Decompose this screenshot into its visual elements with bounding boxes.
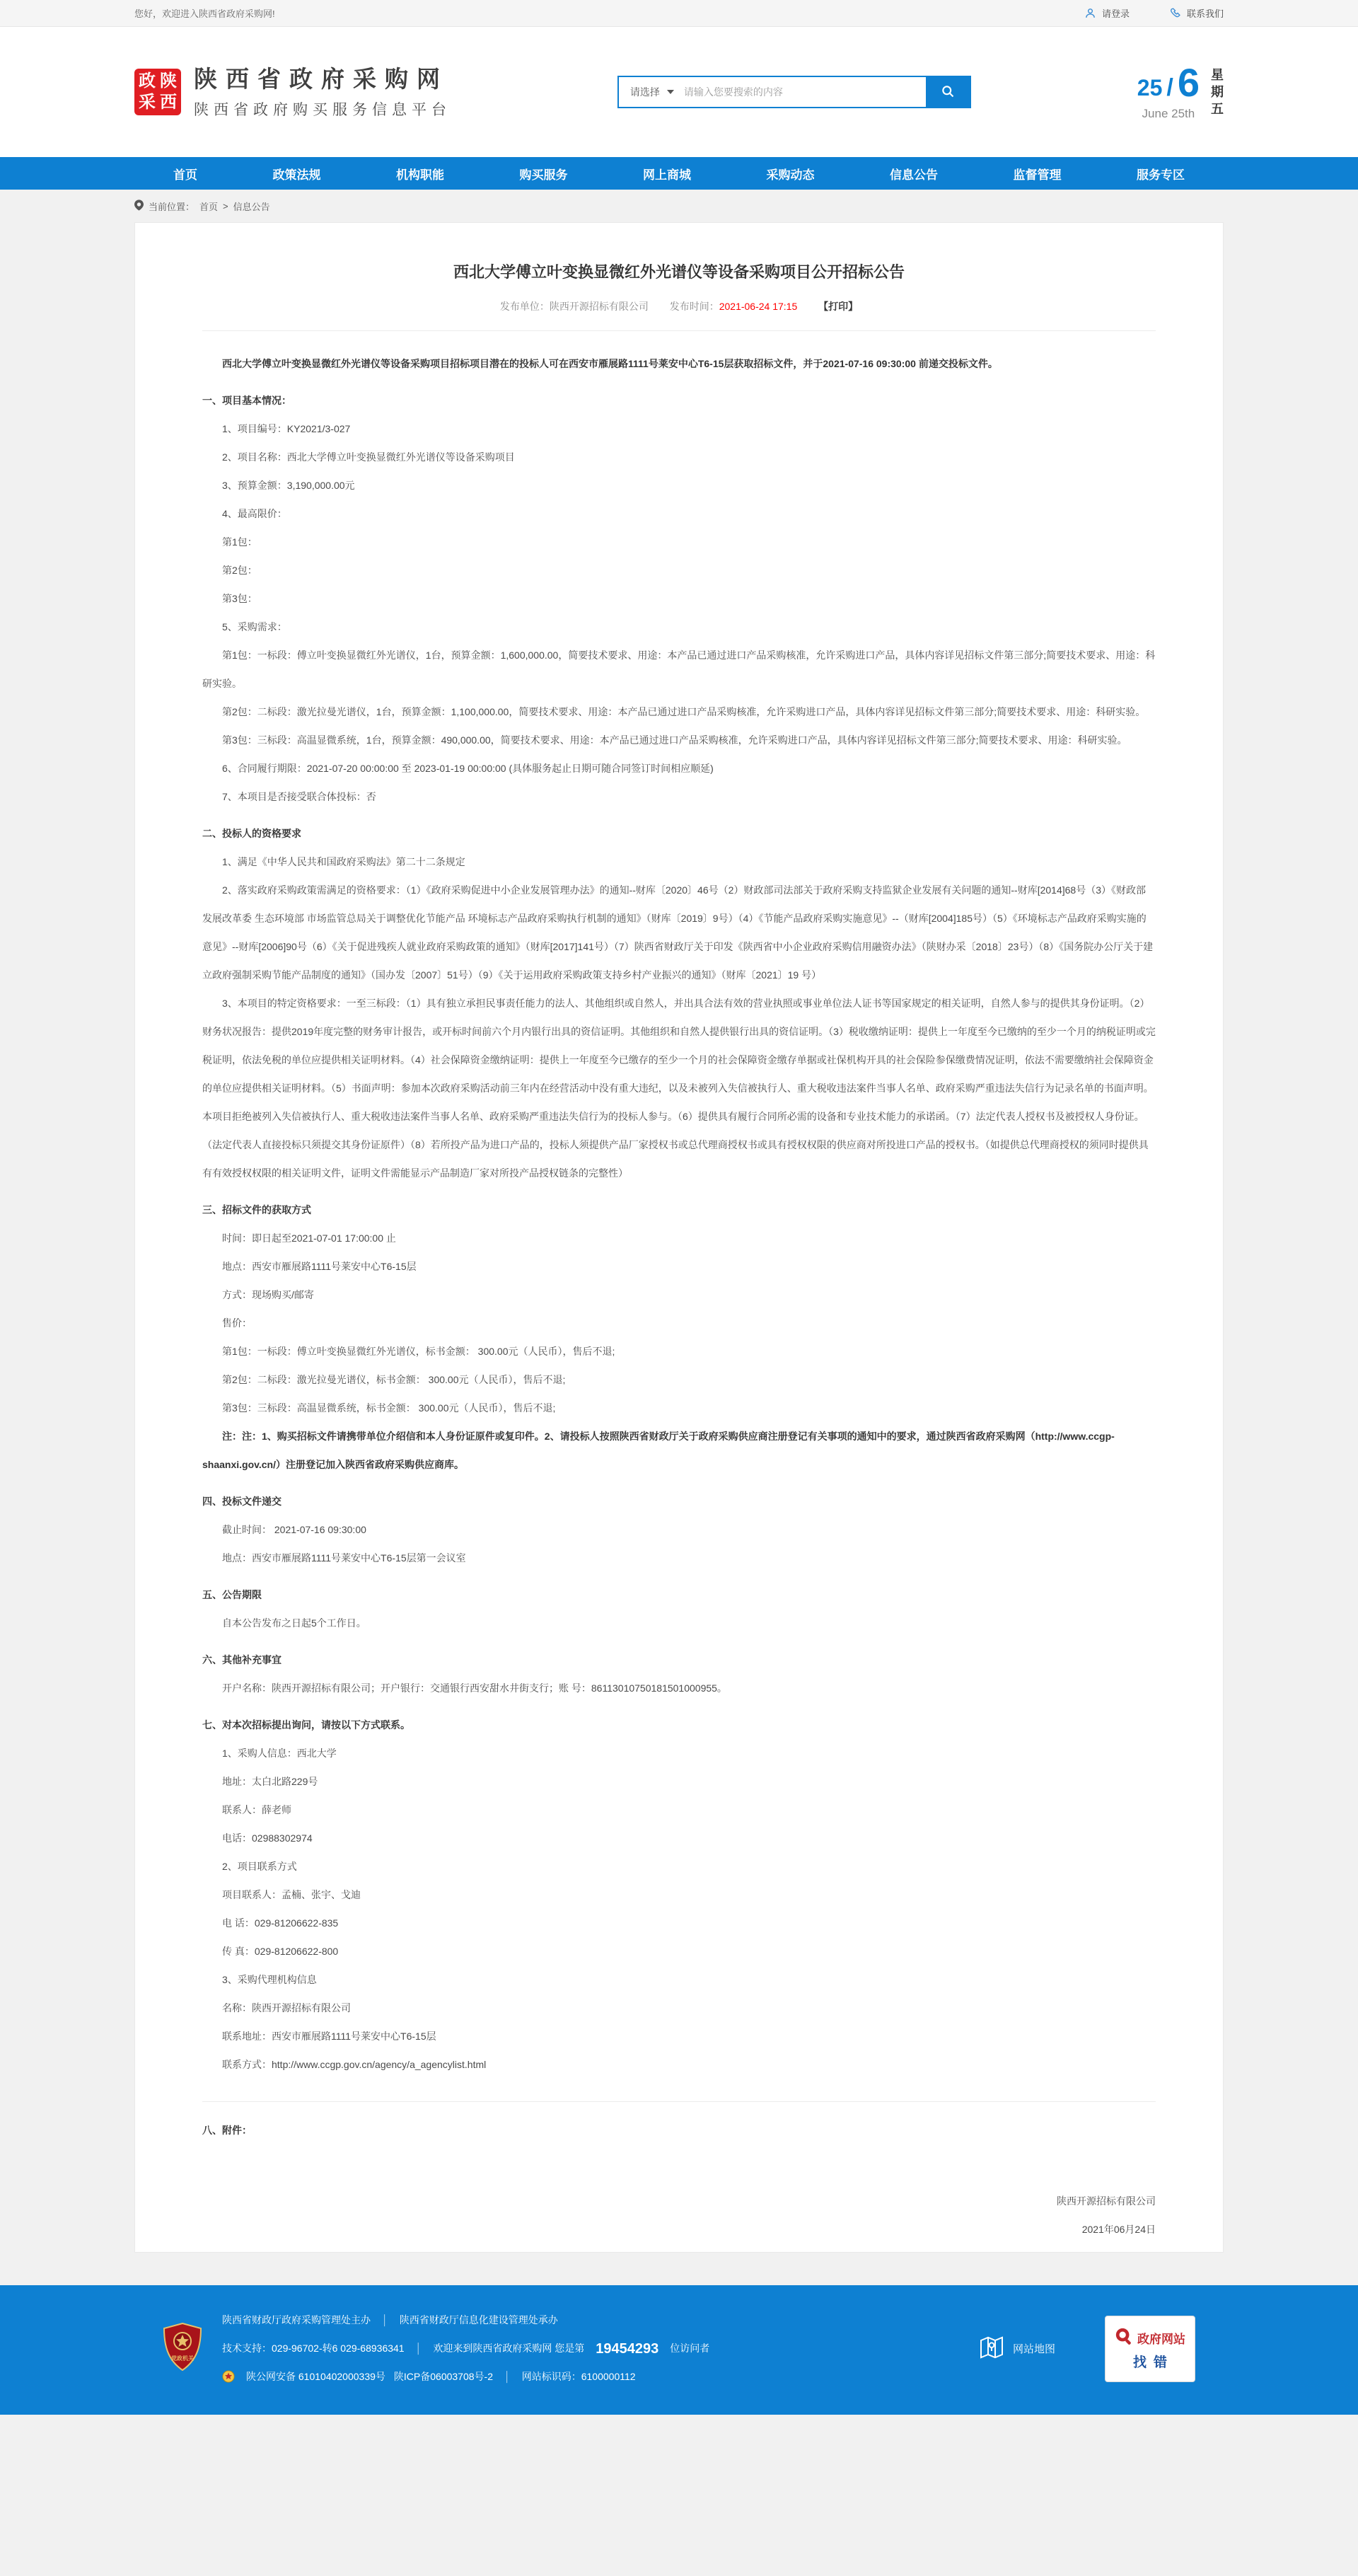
site-subtitle: 陕西省政府购买服务信息平台 [194,101,451,118]
article-paragraph: 截止时间： 2021-07-16 09:30:00 [222,1524,366,1535]
article-paragraph: 3、预算金额：3,190,000.00元 [222,480,355,491]
search-button[interactable] [926,77,970,107]
section-heading: 一、项目基本情况： [202,395,291,406]
announcement-card [134,222,1224,2253]
nav-item-1[interactable]: 政策法规 [272,168,321,182]
article-paragraph: 第1包：一标段：傅立叶变换显微红外光谱仪，1台，预算金额：1,600,000.00，简要技术要求、用途：本产品已通过进口产品采购核准，允许采购进口产品，具体内容详见招标文件第三部分;简要技术要求、用途：科研实验。 [202,649,1156,689]
breadcrumb: 当前位置： 首页 > 信息公告 [134,200,1224,213]
article-paragraph: 联系方式：http://www.ccgp.gov.cn/agency/a_agencylist.html [222,2059,487,2070]
article-paragraph: 4、最高限价： [222,508,287,519]
article-paragraph: 第2包：二标段：激光拉曼光谱仪，标书金额： 300.00元（人民币），售后不退; [222,1374,566,1385]
search-input[interactable] [684,77,926,107]
footer-organizer-line: 陕西省财政厅政府采购管理处主办 │ 陕西省财政厅信息化建设管理处承办 [222,2314,558,2326]
article-paragraph: 第3包： [222,593,257,604]
search-category-select[interactable]: 请选择 [619,77,684,107]
contact-us-link[interactable]: 联系我们 [1169,6,1224,20]
article-paragraph: 3、本项目的特定资格要求：一至三标段：（1）具有独立承担民事责任能力的法人、其他组织或自然人，并出具合法有效的营业执照或事业单位法人证书等国家规定的相关证明，自然人参与的提供其身份证明。（2）财务状况报告：提供2019年度完整的财务审计报告，或开标时间前六个月内银行出具的资信证明。其他组织和自然人提供银行出具的资信证明。（3）税收缴纳证明：提供上一年度至今已缴纳的至少一个月的纳税证明或完税证明，依法免税的单位应提供相关证明材料。（4）社会保障资金缴纳证明：提供上一年度至今已缴存的至少一个月的社会保障资金缴存单据或社保机构开具的社会保险参保缴费情况证明，依法不需要缴纳社会保障资金的单位应提供相关证明材料。（5）书面声明：参加本次政府采购活动前三年内在经营活动中没有重大违纪，以及未被列入失信被执行人、重大税收违法案件当事人名单、政府采购严重违法失信行为记录名单的书面声明。本项目拒绝被列入失信被执行人、重大税收违法案件当事人名单、政府采购严重违法失信行为的投标人参与。（6）提供具有履行合同所必需的设备和专业技术能力的承诺函。（7）法定代表人授权书及被授权人身份证。（法定代表人直接投标只须提交其身份证原件）（8）若所投产品为进口产品的，投标人须提供产品厂家授权书或总代理商授权书或具有授权权限的供应商对所投进口产品的授权书。（如提供总代理商授权的须同时提供具有有效授权权限的相关证明文件，证明文件需能显示产品制造厂家对所投产品授权链条的完整性） [202,998,1156,1179]
error-finder-icon [1115,2327,1133,2349]
signature-line: 2021年06月24日 [1081,2224,1156,2235]
section-heading: 七、对本次招标提出询问，请按以下方式联系。 [202,1719,410,1731]
article-paragraph: 电话：02988302974 [222,1832,313,1844]
article-paragraph: 1、项目编号：KY2021/3-027 [222,423,351,434]
print-button[interactable]: 【打印】 [818,301,859,312]
article-paragraph: 注：注：1、购买招标文件请携带单位介绍信和本人身份证原件或复印件。2、请投标人按照陕西省财政厅关于政府采购供应商注册登记有关事项的通知中的要求，通过陕西省政府采购网（http://www.ccgp-shaanxi.gov.cn/）注册登记加入陕西省政府采购供应商库。 [202,1431,1115,1470]
section-heading: 五、公告期限 [202,1589,262,1600]
publisher-name: 陕西开源招标有限公司 [549,301,649,312]
article-paragraph: 西北大学傅立叶变换显微红外光谱仪等设备采购项目招标项目潜在的投标人可在西安市雁展路1111号莱安中心T6-15层获取招标文件，并于2021-07-16 09:30:00 前递交投标文件。 [222,358,998,369]
article-paragraph: 1、满足《中华人民共和国政府采购法》第二十二条规定 [222,856,465,867]
breadcrumb-home-link[interactable]: 首页 [199,201,219,212]
article-paragraph: 开户名称：陕西开源招标有限公司；开户银行：交通银行西安甜水井街支行；账 号：86113010750181501000955。 [222,1682,727,1694]
footer-support-line: 技术支持：029-96702-转6 029-68936341 │ 欢迎来到陕西省政府采购网 您是第 19454293 位访问者 [222,2339,977,2359]
article-paragraph: 第3包：三标段：高温显微系统，标书金额： 300.00元（人民币），售后不退; [222,1402,556,1414]
page-title: 西北大学傅立叶变换显微红外光谱仪等设备采购项目公开招标公告 [453,263,905,281]
beian-link[interactable]: 陕公网安备 61010402000339号 [246,2370,385,2382]
article-paragraph: 自本公告发布之日起5个工作日。 [222,1617,366,1629]
body-divider [202,2101,1156,2102]
nav-item-5[interactable]: 采购动态 [766,168,815,182]
signature-line: 陕西开源招标有限公司 [1057,2195,1156,2207]
article-paragraph: 6、合同履行期限：2021-07-20 00:00:00 至 2023-01-19 00:00:00 (具体服务起止日期可随合同签订时间相应顺延) [222,763,714,774]
user-icon [1084,7,1096,19]
site-footer [0,2285,1358,2415]
police-badge-icon [222,2370,235,2383]
article-paragraph: 地点：西安市雁展路1111号莱安中心T6-15层 [222,1261,417,1272]
sitemap-link[interactable]: 网站地图 [977,2333,1055,2364]
article-paragraph: 名称：陕西开源招标有限公司 [222,2002,351,2014]
nav-item-0[interactable]: 首页 [173,168,197,182]
nav-item-2[interactable]: 机构职能 [396,168,444,182]
article-paragraph: 电 话：029-81206622-835 [222,1917,339,1929]
article-paragraph: 第2包：二标段：激光拉曼光谱仪，1台，预算金额：1,100,000.00，简要技术要求、用途：本产品已通过进口产品采购核准，允许采购进口产品，具体内容详见招标文件第三部分;简要技术要求、用途：科研实验。 [222,706,1146,717]
breadcrumb-current[interactable]: 信息公告 [233,201,270,212]
site-logo[interactable] [134,64,451,119]
date-widget: 25 / 6 June 25th 星 期 五 [1137,60,1224,120]
article-paragraph: 第1包：一标段：傅立叶变换显微红外光谱仪，标书金额： 300.00元（人民币），售后不退; [222,1346,615,1357]
topbar [0,0,1358,27]
site-name: 陕西省政府采购网 [194,66,448,93]
logo-seal-icon: 政 陕 采 西 [134,69,181,115]
article-paragraph: 传 真：029-81206622-800 [222,1946,339,1957]
article-paragraph: 1、采购人信息：西北大学 [222,1748,337,1759]
section-heading: 八、附件： [202,2125,252,2136]
gov-site-error-badge[interactable]: 政府网站 找错 [1105,2316,1195,2382]
article-paragraph: 联系地址：西安市雁展路1111号莱安中心T6-15层 [222,2031,436,2042]
article-paragraph: 3、采购代理机构信息 [222,1974,317,1985]
date-english: June 25th [1142,107,1195,120]
visitor-count: 19454293 [596,2340,659,2357]
nav-item-4[interactable]: 网上商城 [643,168,691,182]
section-heading: 二、投标人的资格要求 [202,828,301,839]
date-month: 6 [1177,60,1200,105]
article-paragraph: 地址：太白北路229号 [222,1776,318,1787]
sitemap-icon [977,2333,1006,2364]
government-emblem-icon [163,2323,202,2374]
main-nav [0,157,1358,190]
article-paragraph: 2、落实政府采购政策需满足的资格要求：（1）《政府采购促进中小企业发展管理办法》的通知--财库〔2020〕46号（2）财政部司法部关于政府采购支持监狱企业发展有关问题的通知--财库[2014]68号（3）《财政部 发展改革委 生态环境部 市场监管总局关于调整优化节能产品 环境标志产品政府采购执行机制的通知》（财库〔2019〕9号）（4）《节能产品政府采购实施意见》--（财库[2004]185号）（5）《环境标志产品政府采购实施的意见》--财库[2006]90号（6）《关于促进残疾人就业政府采购政策的通知》（财库[2017]141号）（7）陕西省财政厅关于印发《陕西省中小企业政府采购信用融资办法》（陕财办采〔2018〕23号）（8）《国务院办公厅关于建立政府强制采购节能产品制度的通知》（国办发〔2007〕51号）（9）《关于运用政府采购政策支持乡村产业振兴的通知》（财库〔2021〕19 号） [202,884,1154,981]
article-paragraph: 5、采购需求： [222,621,287,633]
publish-time: 2021-06-24 17:15 [719,301,798,312]
login-link[interactable]: 请登录 [1084,6,1130,20]
search-icon [941,84,955,100]
date-day: 25 [1137,75,1163,100]
section-heading: 六、其他补充事宜 [202,1654,282,1665]
article-paragraph: 地点：西安市雁展路1111号莱安中心T6-15层第一会议室 [222,1552,466,1564]
location-pin-icon [134,200,144,213]
nav-item-3[interactable]: 购买服务 [519,168,568,182]
nav-item-7[interactable]: 监督管理 [1013,168,1062,182]
article-paragraph: 方式：现场购买/邮寄 [222,1289,314,1300]
article-paragraph: 第2包： [222,565,257,576]
nav-item-8[interactable]: 服务专区 [1137,168,1185,182]
article-body [202,331,1156,2251]
article-paragraph: 2、项目名称：西北大学傅立叶变换显微红外光谱仪等设备采购项目 [222,451,515,463]
article-paragraph: 第1包： [222,536,257,548]
phone-icon [1169,7,1181,19]
section-heading: 三、招标文件的获取方式 [202,1204,311,1215]
article-paragraph: 7、本项目是否接受联合体投标：否 [222,791,376,802]
site-header [0,27,1358,157]
breadcrumb-strip [0,190,1358,222]
article-paragraph: 时间：即日起至2021-07-01 17:00:00 止 [222,1232,396,1244]
footer-beian-line: 陕公网安备 61010402000339号 陕ICP备06003708号-2 │ 网站标识码：6100000112 [222,2370,977,2384]
article-paragraph: 2、项目联系方式 [222,1861,297,1872]
article-paragraph: 售价： [222,1317,252,1329]
icp-link[interactable]: 陕ICP备06003708号-2 [393,2370,493,2382]
article-paragraph: 联系人：薛老师 [222,1804,291,1815]
chevron-down-icon [667,90,674,94]
section-heading: 四、投标文件递交 [202,1496,282,1507]
nav-item-6[interactable]: 信息公告 [890,168,938,182]
svg-text:党政机关: 党政机关 [171,2355,194,2362]
welcome-text: 您好，欢迎进入陕西省政府采购网! [134,8,275,19]
article-meta: 发布单位：陕西开源招标有限公司 发布时间：2021-06-24 17:15 【打印】 [202,299,1156,331]
article-paragraph: 项目联系人：孟楠、张宇、戈迪 [222,1889,361,1900]
date-weekday: 星 期 五 [1210,67,1224,117]
article-paragraph: 第3包：三标段：高温显微系统，1台，预算金额：490,000.00，简要技术要求、用途：本产品已通过进口产品采购核准，允许采购进口产品，具体内容详见招标文件第三部分;简要技术要求、用途：科研实验。 [222,734,1127,746]
search-box [617,76,971,108]
